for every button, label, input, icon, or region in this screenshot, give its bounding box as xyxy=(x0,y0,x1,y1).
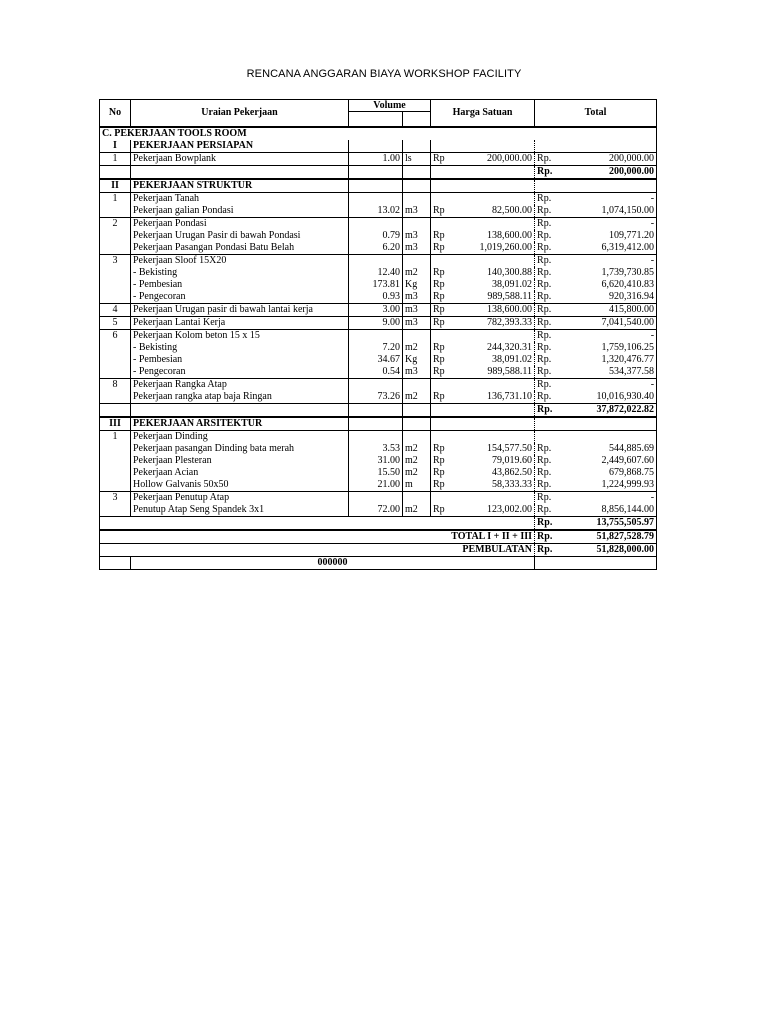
cell-volume xyxy=(349,379,403,392)
cell-rp: Rp xyxy=(431,391,465,404)
cell-uraian: - Pengecoran xyxy=(131,366,349,379)
cell-volume: 9.00 xyxy=(349,317,403,330)
cell-no xyxy=(100,291,131,304)
cell-uraian: Pekerjaan Plesteran xyxy=(131,455,349,467)
table-row xyxy=(100,255,657,268)
section-title: C. PEKERJAAN TOOLS ROOM xyxy=(100,127,657,140)
cell-uraian: Pekerjaan rangka atap baja Ringan xyxy=(131,391,349,404)
cell-rp: Rp xyxy=(431,317,465,330)
cell-unit: m2 xyxy=(403,455,431,467)
cell-unit xyxy=(403,379,431,392)
footer-blank-right xyxy=(535,557,657,570)
cell-rp xyxy=(431,404,465,418)
grand-total-value: 51,827,528.79 xyxy=(565,530,657,544)
cell-unit: m2 xyxy=(403,504,431,517)
cell-no xyxy=(100,230,131,242)
cell-total: - xyxy=(565,193,657,206)
cell-harga-satuan: 140,300.88 xyxy=(487,267,533,278)
cell-rp-total: Rp. xyxy=(535,218,565,231)
cell-no: 3 xyxy=(100,492,131,505)
cell-no xyxy=(100,455,131,467)
cell-total: 6,319,412.00 xyxy=(565,242,657,255)
cell-rp-total: Rp. xyxy=(535,492,565,505)
cell-total: - xyxy=(565,492,657,505)
cell-harga-satuan xyxy=(465,379,535,392)
cell-unit xyxy=(403,255,431,268)
cell-uraian: Pekerjaan Sloof 15X20 xyxy=(131,255,349,268)
cell-volume: 6.20 xyxy=(349,242,403,255)
cell-volume: 13.02 xyxy=(349,205,403,218)
cell-volume xyxy=(349,431,403,444)
cell-uraian: Pekerjaan Urugan Pasir di bawah Pondasi xyxy=(131,230,349,242)
cell-harga-satuan: 58,333.33 xyxy=(492,479,533,490)
cell-volume xyxy=(349,404,403,418)
cell-no: 8 xyxy=(100,379,131,392)
cell-uraian: Pekerjaan Pondasi xyxy=(131,218,349,231)
subtotal-arsitektur-rp: Rp. xyxy=(535,517,565,531)
table-row xyxy=(100,479,657,492)
grand-total xyxy=(100,530,657,544)
cell-no: III xyxy=(100,417,131,431)
cell-unit: Kg xyxy=(403,279,431,291)
cell-no xyxy=(100,443,131,455)
cell-uraian: PEKERJAAN ARSITEKTUR xyxy=(131,417,349,431)
cell-total: 8,856,144.00 xyxy=(565,504,657,517)
cell-rp xyxy=(431,193,465,206)
cell-total: 1,074,150.00 xyxy=(565,205,657,218)
cell-volume: 73.26 xyxy=(349,391,403,404)
cell-volume: 21.00 xyxy=(349,479,403,492)
cell-volume: 72.00 xyxy=(349,504,403,517)
cell-total: 544,885.69 xyxy=(565,443,657,455)
cell-harga-satuan: 138,600.00 xyxy=(487,230,533,241)
cell-rp: Rp xyxy=(431,504,465,517)
cell-harga-satuan: 200,000.00 xyxy=(465,153,535,166)
cell-uraian: PEKERJAAN STRUKTUR xyxy=(131,179,349,193)
cell-unit: m3 xyxy=(403,366,431,379)
cell-no: 3 xyxy=(100,255,131,268)
header-harga-satuan: Harga Satuan xyxy=(431,100,535,128)
cell-harga-satuan: 123,002.00 xyxy=(487,504,533,515)
cell-rp xyxy=(431,255,465,268)
cell-rp-total: Rp. xyxy=(535,467,565,479)
cell-volume xyxy=(349,140,403,153)
cell-unit xyxy=(403,431,431,444)
table-row xyxy=(100,304,657,317)
cell-uraian xyxy=(131,404,349,418)
cell-harga-satuan: 244,320.31 xyxy=(487,342,533,353)
cell-harga-satuan: 782,393.33 xyxy=(465,317,535,330)
cell-rp-total: Rp. xyxy=(535,354,565,366)
cell-rp: Rp xyxy=(431,366,465,379)
cell-harga-satuan xyxy=(465,166,535,180)
cell-volume: 7.20 xyxy=(349,342,403,354)
cell-rp-total: Rp. xyxy=(535,342,565,354)
cell-uraian: Pekerjaan galian Pondasi xyxy=(131,205,349,218)
cell-unit xyxy=(403,179,431,193)
cell-no: 1 xyxy=(100,153,131,166)
cell-total: 109,771.20 xyxy=(565,230,657,242)
cell-uraian: Pekerjaan Lantai Kerja xyxy=(131,317,349,330)
header-no: No xyxy=(100,100,131,128)
cell-harga-satuan xyxy=(465,193,535,206)
grand-total-rp: Rp. xyxy=(535,530,565,544)
subtotal-row xyxy=(100,404,657,418)
cell-rp xyxy=(431,140,465,153)
cell-rp xyxy=(431,330,465,343)
cell-unit: m2 xyxy=(403,267,431,279)
cell-harga-satuan: 82,500.00 xyxy=(492,205,533,216)
header-total: Total xyxy=(535,100,657,128)
cell-no xyxy=(100,391,131,404)
cell-no xyxy=(100,354,131,366)
cell-uraian: - Pembesian xyxy=(131,279,349,291)
cell-no: 1 xyxy=(100,431,131,444)
rounding-total-label: PEMBULATAN xyxy=(100,544,535,557)
cell-no xyxy=(100,404,131,418)
cell-unit xyxy=(403,330,431,343)
cell-total: 534,377.58 xyxy=(565,366,657,379)
cell-volume: 15.50 xyxy=(349,467,403,479)
cell-rp-total: Rp. xyxy=(535,267,565,279)
cell-uraian: Pekerjaan Penutup Atap xyxy=(131,492,349,505)
cell-harga-satuan xyxy=(465,417,535,431)
table-row xyxy=(100,467,657,479)
cell-uraian: Pekerjaan Acian xyxy=(131,467,349,479)
cell-rp xyxy=(431,166,465,180)
table-row xyxy=(100,354,657,366)
cell-unit: Kg xyxy=(403,354,431,366)
table-row xyxy=(100,492,657,505)
subtotal-arsitektur xyxy=(100,517,657,531)
cell-total: 2,449,607.60 xyxy=(565,455,657,467)
cell-rp-total: Rp. xyxy=(535,242,565,255)
table-header-row xyxy=(100,100,657,112)
cell-rp-total: Rp. xyxy=(535,330,565,343)
cell-uraian: Pekerjaan pasangan Dinding bata merah xyxy=(131,443,349,455)
table-row xyxy=(100,366,657,379)
cell-unit: m3 xyxy=(403,205,431,218)
cell-no xyxy=(100,479,131,492)
cell-rp-total xyxy=(535,140,565,153)
table-row xyxy=(100,291,657,304)
document-title: RENCANA ANGGARAN BIAYA WORKSHOP FACILITY xyxy=(246,68,522,80)
cell-rp-total: Rp. xyxy=(535,153,565,166)
cell-harga-satuan: 43,862.50 xyxy=(492,467,533,478)
cell-harga-satuan xyxy=(465,404,535,418)
cell-uraian: Pekerjaan Rangka Atap xyxy=(131,379,349,392)
cell-total: 1,224,999.93 xyxy=(565,479,657,492)
cell-rp: Rp xyxy=(431,354,465,366)
cell-harga-satuan: 38,091.02 xyxy=(492,279,533,290)
cell-unit: m3 xyxy=(403,304,431,317)
grand-total-label: TOTAL I + II + III xyxy=(100,530,535,544)
table-row xyxy=(100,267,657,279)
cell-total: 679,868.75 xyxy=(565,467,657,479)
cell-no xyxy=(100,504,131,517)
cell-no: II xyxy=(100,179,131,193)
cell-uraian: Pekerjaan Bowplank xyxy=(131,153,349,166)
table-row xyxy=(100,443,657,455)
header-volume-qty xyxy=(349,112,403,127)
cell-total xyxy=(565,140,657,153)
cell-volume: 34.67 xyxy=(349,354,403,366)
cell-volume: 0.54 xyxy=(349,366,403,379)
cell-total xyxy=(565,431,657,444)
cell-unit xyxy=(403,492,431,505)
rounding-total-rp: Rp. xyxy=(535,544,565,557)
cell-rp-total: Rp. xyxy=(535,455,565,467)
cell-rp-total: Rp. xyxy=(535,193,565,206)
cell-no: 2 xyxy=(100,218,131,231)
cell-total: 1,739,730.85 xyxy=(565,267,657,279)
table-row xyxy=(100,218,657,231)
rounding-total xyxy=(100,544,657,557)
group-row xyxy=(100,417,657,431)
cell-unit: m2 xyxy=(403,467,431,479)
cell-harga-satuan xyxy=(465,255,535,268)
table-row xyxy=(100,455,657,467)
cell-harga-satuan xyxy=(465,431,535,444)
cell-rp: Rp xyxy=(431,455,465,467)
cell-no: I xyxy=(100,140,131,153)
table-row xyxy=(100,342,657,354)
cell-rp xyxy=(431,179,465,193)
cell-volume xyxy=(349,193,403,206)
cell-harga-satuan xyxy=(465,218,535,231)
budget-table xyxy=(99,99,657,570)
cell-volume: 0.93 xyxy=(349,291,403,304)
cell-rp: Rp xyxy=(431,479,465,492)
cell-unit: m2 xyxy=(403,342,431,354)
cell-unit: m xyxy=(403,479,431,492)
cell-uraian: - Pengecoran xyxy=(131,291,349,304)
table-row xyxy=(100,330,657,343)
cell-volume: 173.81 xyxy=(349,279,403,291)
cell-volume xyxy=(349,218,403,231)
cell-no xyxy=(100,242,131,255)
cell-total: 200,000.00 xyxy=(565,153,657,166)
cell-unit xyxy=(403,404,431,418)
cell-rp-total: Rp. xyxy=(535,504,565,517)
cell-unit xyxy=(403,218,431,231)
cell-rp-total xyxy=(535,431,565,444)
cell-rp: Rp xyxy=(431,205,465,218)
cell-total: - xyxy=(565,379,657,392)
cell-rp: Rp xyxy=(431,304,465,317)
cell-volume: 3.00 xyxy=(349,304,403,317)
table-row xyxy=(100,230,657,242)
cell-rp-total: Rp. xyxy=(535,391,565,404)
cell-uraian: Pekerjaan Dinding xyxy=(131,431,349,444)
cell-rp: Rp xyxy=(431,267,465,279)
cell-harga-satuan: 989,588.11 xyxy=(487,291,533,302)
cell-rp-total: Rp. xyxy=(535,317,565,330)
cell-no xyxy=(100,467,131,479)
subtotal-arsitektur-value: 13,755,505.97 xyxy=(565,517,657,531)
cell-no xyxy=(100,267,131,279)
cell-harga-satuan: 154,577.50 xyxy=(487,443,533,454)
cell-unit: m2 xyxy=(403,391,431,404)
cell-rp: Rp xyxy=(431,242,465,255)
cell-total xyxy=(565,417,657,431)
cell-rp: Rp xyxy=(431,279,465,291)
cell-rp-total: Rp. xyxy=(535,230,565,242)
cell-volume: 3.53 xyxy=(349,443,403,455)
cell-uraian: PEKERJAAN PERSIAPAN xyxy=(131,140,349,153)
subtotal-row xyxy=(100,166,657,180)
table-row xyxy=(100,242,657,255)
cell-volume xyxy=(349,166,403,180)
cell-no xyxy=(100,342,131,354)
cell-rp-total: Rp. xyxy=(535,304,565,317)
header-volume: Volume xyxy=(349,100,431,112)
cell-total: 1,320,476.77 xyxy=(565,354,657,366)
cell-rp xyxy=(431,218,465,231)
cell-rp-total xyxy=(535,417,565,431)
cell-total: 7,041,540.00 xyxy=(565,317,657,330)
group-row xyxy=(100,140,657,153)
cell-uraian: Pekerjaan Kolom beton 15 x 15 xyxy=(131,330,349,343)
cell-volume xyxy=(349,330,403,343)
section-row xyxy=(100,127,657,140)
cell-unit: ls xyxy=(403,153,431,166)
cell-uraian: - Bekisting xyxy=(131,267,349,279)
cell-unit xyxy=(403,166,431,180)
cell-no: 5 xyxy=(100,317,131,330)
cell-rp xyxy=(431,379,465,392)
cell-no xyxy=(100,279,131,291)
cell-unit: m3 xyxy=(403,230,431,242)
cell-uraian: Hollow Galvanis 50x50 xyxy=(131,479,349,492)
cell-volume xyxy=(349,179,403,193)
cell-total: - xyxy=(565,255,657,268)
cell-volume: 1.00 xyxy=(349,153,403,166)
cell-total: - xyxy=(565,330,657,343)
cell-volume xyxy=(349,417,403,431)
cell-no xyxy=(100,366,131,379)
cell-unit: m2 xyxy=(403,443,431,455)
cell-volume: 0.79 xyxy=(349,230,403,242)
header-uraian: Uraian Pekerjaan xyxy=(131,100,349,128)
table-row xyxy=(100,279,657,291)
cell-uraian xyxy=(131,166,349,180)
cell-rp-total: Rp. xyxy=(535,255,565,268)
cell-unit: m3 xyxy=(403,242,431,255)
table-row xyxy=(100,205,657,218)
cell-rp: Rp xyxy=(431,291,465,304)
cell-rp-total: Rp. xyxy=(535,291,565,304)
cell-total: 1,759,106.25 xyxy=(565,342,657,354)
cell-rp-total: Rp. xyxy=(535,443,565,455)
cell-harga-satuan: 989,588.11 xyxy=(487,366,533,377)
cell-harga-satuan: 38,091.02 xyxy=(492,354,533,365)
cell-unit xyxy=(403,193,431,206)
cell-harga-satuan xyxy=(465,492,535,505)
cell-volume xyxy=(349,492,403,505)
cell-unit xyxy=(403,140,431,153)
cell-rp: Rp xyxy=(431,342,465,354)
table-row xyxy=(100,391,657,404)
cell-total xyxy=(565,179,657,193)
table-row xyxy=(100,153,657,166)
cell-uraian: Penutup Atap Seng Spandek 3x1 xyxy=(131,504,349,517)
cell-rp xyxy=(431,431,465,444)
cell-rp xyxy=(431,492,465,505)
header-volume-unit xyxy=(403,112,431,127)
footer-row xyxy=(100,557,657,570)
cell-no: 6 xyxy=(100,330,131,343)
table-row xyxy=(100,431,657,444)
cell-volume: 12.40 xyxy=(349,267,403,279)
cell-harga-satuan: 1,019,260.00 xyxy=(479,242,533,253)
cell-harga-satuan xyxy=(465,140,535,153)
cell-no: 4 xyxy=(100,304,131,317)
footer-code: 000000 xyxy=(131,557,535,570)
cell-uraian: - Bekisting xyxy=(131,342,349,354)
group-row xyxy=(100,179,657,193)
cell-rp-total: Rp. xyxy=(535,479,565,492)
cell-uraian: Pekerjaan Urugan pasir di bawah lantai kerja xyxy=(131,304,349,317)
cell-unit: m3 xyxy=(403,291,431,304)
cell-rp: Rp xyxy=(431,153,465,166)
subtotal-arsitektur-label xyxy=(100,517,535,531)
cell-rp-total: Rp. xyxy=(535,366,565,379)
cell-rp-total: Rp. xyxy=(535,379,565,392)
cell-harga-satuan xyxy=(465,330,535,343)
cell-total: 920,316.94 xyxy=(565,291,657,304)
table-row xyxy=(100,504,657,517)
cell-volume xyxy=(349,255,403,268)
cell-rp: Rp xyxy=(431,443,465,455)
cell-rp xyxy=(431,417,465,431)
cell-total: 37,872,022.82 xyxy=(565,404,657,418)
rounding-total-value: 51,828,000.00 xyxy=(565,544,657,557)
cell-unit: m3 xyxy=(403,317,431,330)
cell-total: 200,000.00 xyxy=(565,166,657,180)
cell-harga-satuan: 138,600.00 xyxy=(465,304,535,317)
footer-blank xyxy=(100,557,131,570)
cell-rp-total xyxy=(535,179,565,193)
cell-uraian: - Pembesian xyxy=(131,354,349,366)
cell-harga-satuan: 79,019.60 xyxy=(492,455,533,466)
cell-rp: Rp xyxy=(431,230,465,242)
cell-rp-total: Rp. xyxy=(535,205,565,218)
cell-volume: 31.00 xyxy=(349,455,403,467)
cell-total: - xyxy=(565,218,657,231)
cell-total: 10,016,930.40 xyxy=(565,391,657,404)
cell-total: 6,620,410.83 xyxy=(565,279,657,291)
cell-unit xyxy=(403,417,431,431)
cell-rp: Rp xyxy=(431,467,465,479)
table-row xyxy=(100,193,657,206)
cell-uraian: Pekerjaan Tanah xyxy=(131,193,349,206)
cell-no xyxy=(100,205,131,218)
cell-rp-total: Rp. xyxy=(535,166,565,180)
cell-uraian: Pekerjaan Pasangan Pondasi Batu Belah xyxy=(131,242,349,255)
table-row xyxy=(100,379,657,392)
cell-harga-satuan xyxy=(465,179,535,193)
cell-rp-total: Rp. xyxy=(535,279,565,291)
table-row xyxy=(100,317,657,330)
cell-total: 415,800.00 xyxy=(565,304,657,317)
cell-no: 1 xyxy=(100,193,131,206)
cell-harga-satuan: 136,731.10 xyxy=(487,391,533,402)
cell-rp-total: Rp. xyxy=(535,404,565,418)
cell-no xyxy=(100,166,131,180)
